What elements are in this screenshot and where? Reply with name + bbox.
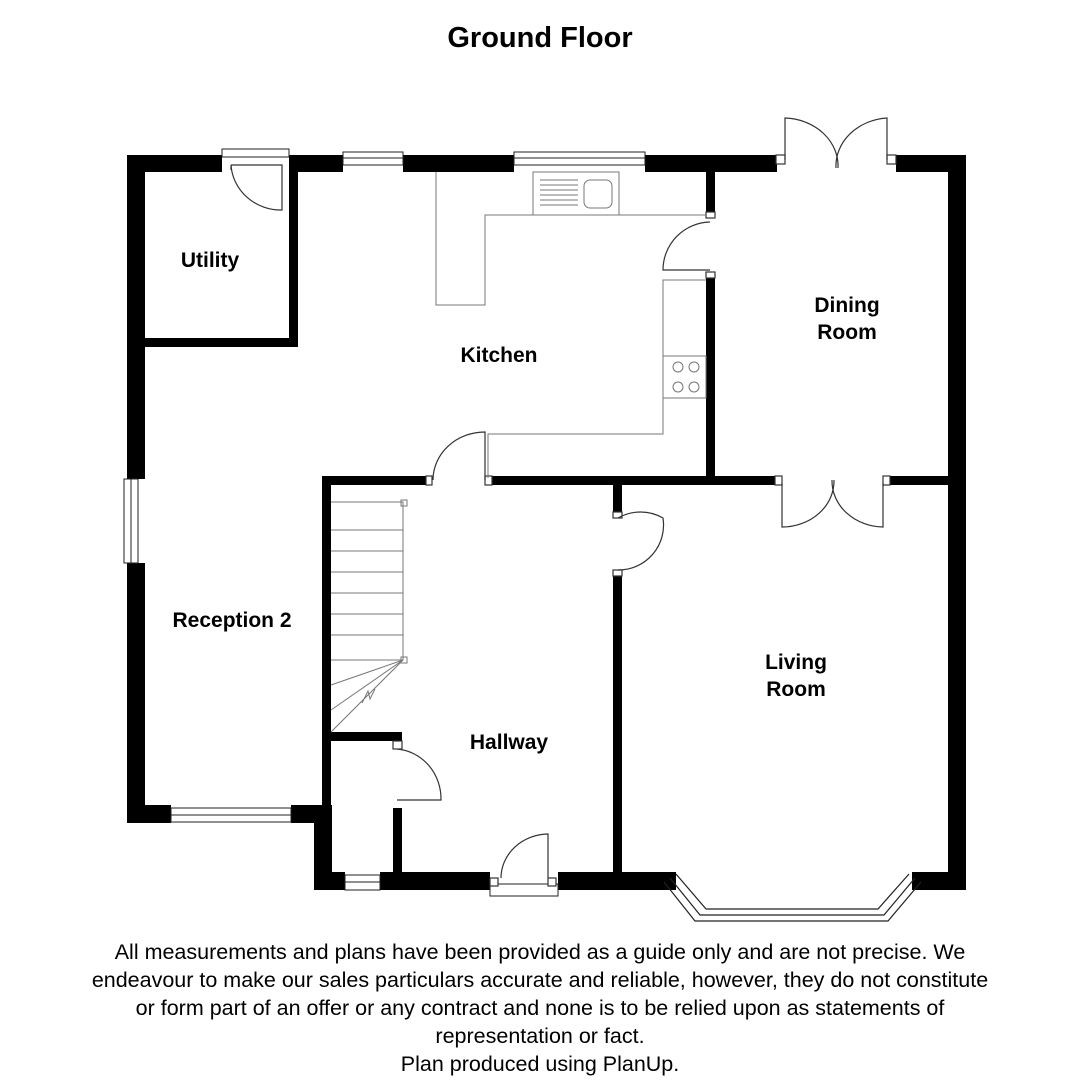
french-door-post-right	[887, 155, 896, 164]
french-door-top-right	[836, 118, 887, 168]
sink-bowl	[584, 180, 612, 208]
door-living-post-bottom	[613, 570, 622, 576]
wall-bottom-living	[912, 872, 966, 890]
french-door-post-left	[776, 155, 785, 164]
door-front-post-left	[490, 878, 498, 886]
wall-cupboard-right	[393, 808, 402, 878]
wall-cupboard-top	[322, 732, 402, 741]
hob-ring-1	[673, 362, 683, 372]
door-utility-swing	[231, 165, 282, 210]
hob-ring-3	[673, 382, 683, 392]
door-kitchen-dining-post-bottom	[706, 272, 715, 278]
stair-newel-top	[401, 500, 407, 506]
disclaimer-line-2: endeavour to make our sales particulars accurate and reliable, however, they do not constitute	[91, 968, 989, 992]
door-kitchen-dining-post-top	[706, 212, 715, 218]
disclaimer	[20, 938, 1060, 1078]
wall-bottom-hall-1	[314, 872, 345, 890]
wall-dining-left-1	[706, 172, 715, 218]
kitchen-worktop	[436, 172, 706, 305]
door-cupboard-post	[393, 741, 402, 749]
door-living	[618, 512, 664, 570]
wall-kitchen-hall-1	[322, 476, 426, 485]
wall-stairs-left	[322, 478, 331, 813]
room-label-dining-1: Dining	[814, 294, 880, 317]
wall-top-3	[403, 155, 514, 172]
window-utility	[222, 149, 289, 157]
french-door-mid-post-right	[883, 476, 890, 485]
stairs-outline	[331, 502, 403, 732]
wall-bottom-reception-1	[127, 805, 171, 823]
door-front-post-right	[548, 878, 556, 886]
sink-unit	[533, 172, 619, 215]
wall-utility-bottom	[127, 338, 298, 347]
walls	[127, 155, 966, 890]
french-door-mid-post-left	[775, 476, 782, 485]
wall-right	[948, 155, 966, 890]
door-hall-kitchen	[433, 432, 485, 480]
wall-dining-left-2	[706, 275, 715, 480]
room-label-dining-2: Room	[817, 321, 877, 344]
french-door-top-left	[785, 118, 838, 168]
kitchen-worktop-right	[488, 280, 706, 478]
wall-dining-living	[890, 476, 950, 485]
room-label-living-2: Room	[766, 678, 826, 701]
stair-break-mark	[362, 689, 375, 703]
disclaimer-line-4: representation or fact.	[435, 1024, 645, 1048]
door-hall-kitchen-post-left	[426, 476, 432, 485]
stair-winder-1	[331, 660, 403, 685]
bay-window-inner	[676, 874, 909, 909]
french-door-mid-left	[782, 480, 834, 527]
disclaimer-line-3: or form part of an offer or any contract and none is to be relied upon as statements of	[135, 996, 945, 1020]
wall-kitchen-hall-2	[492, 476, 775, 485]
bay-window	[664, 874, 921, 921]
door-cupboard	[397, 749, 441, 800]
door-front	[501, 834, 548, 878]
room-label-utility: Utility	[180, 249, 240, 272]
wall-left-2	[127, 563, 145, 823]
stairs	[331, 500, 407, 732]
disclaimer-line-5: Plan produced using PlanUp.	[400, 1052, 680, 1076]
wall-utility-right	[289, 155, 298, 347]
wall-left-1	[127, 155, 145, 479]
room-label-hallway: Hallway	[469, 731, 549, 754]
stair-winder-2	[331, 660, 403, 710]
wall-living-left-2	[613, 575, 622, 875]
wall-top-4	[645, 155, 777, 172]
french-door-mid-right	[832, 480, 883, 527]
room-label-living-1: Living	[765, 651, 827, 674]
door-kitchen-dining	[663, 222, 710, 270]
room-label-kitchen: Kitchen	[460, 344, 538, 367]
room-labels	[172, 249, 879, 754]
hob-ring-2	[689, 362, 699, 372]
disclaimer-line-1: All measurements and plans have been provided as a guide only and are not precise. We	[114, 940, 966, 964]
hob-ring-4	[689, 382, 699, 392]
room-label-reception: Reception 2	[172, 609, 292, 632]
plan-title: Ground Floor	[447, 22, 633, 54]
hob	[663, 356, 706, 398]
